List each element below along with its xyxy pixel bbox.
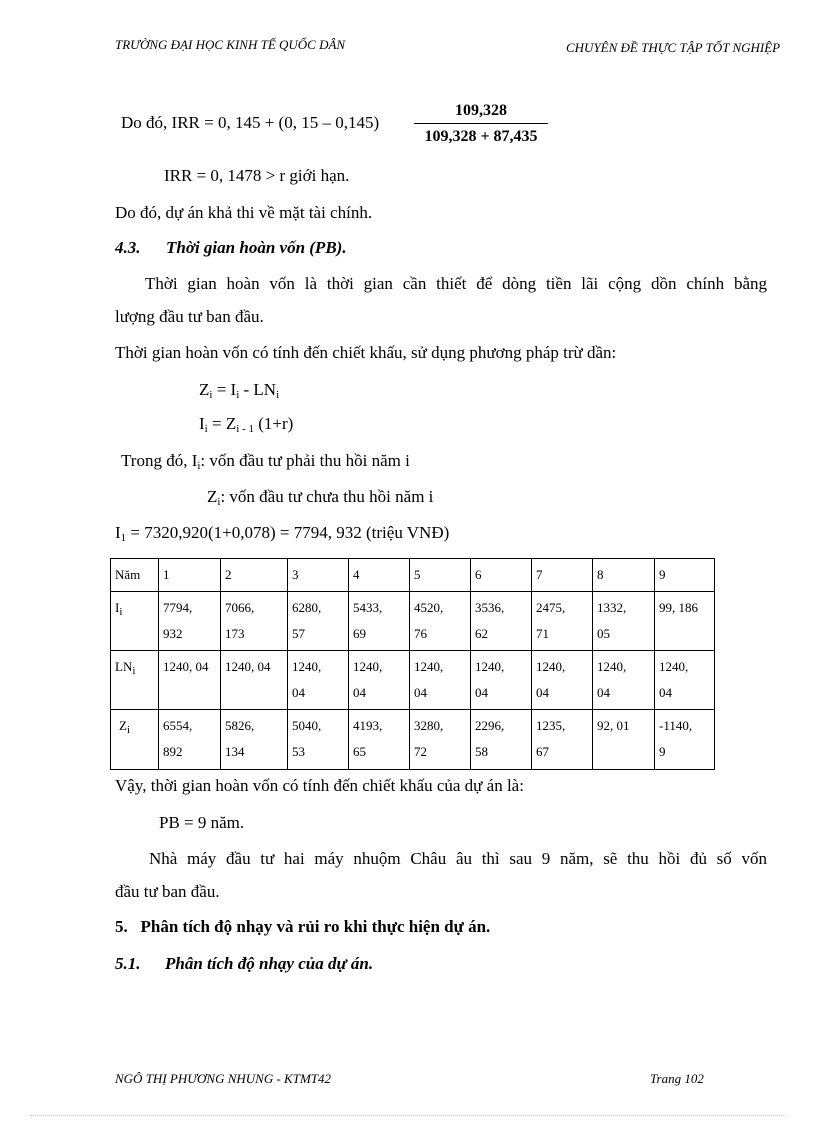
year-cell: 4 [349,559,410,592]
payback-table [110,558,715,770]
table-cell [349,710,410,770]
formula-text: = I [212,380,237,399]
cell-line: 173 [225,626,245,641]
cell-line: 4193, [353,718,383,733]
pb-result: PB = 9 năm. [159,813,245,832]
footer-left: NGÔ THỊ PHƯƠNG NHUNG - KTMT42 [115,1071,332,1086]
irr-formula: Do đó, IRR = 0, 145 + (0, 15 – 0,145) [121,113,380,132]
cell-line: 1332, [597,600,627,615]
row-label: LN [115,659,133,674]
cell-line: 1240, [659,659,689,674]
section-5-1-title: Phân tích độ nhạy của dự án. [165,954,374,973]
cell-line: 6280, [292,600,322,615]
row-label-cell [111,592,159,651]
formula-text: = 7320,920(1+0,078) = 7794, 932 (triệu VNĐ) [126,523,450,542]
z-definition [207,487,433,507]
year-cell: 1 [159,559,221,592]
cell-line: 932 [163,626,183,641]
cell-line: 57 [292,626,305,641]
formula-text: (1+r) [253,414,294,433]
table-cell [349,651,410,710]
row-label: Z [119,718,127,733]
conclusion: Do đó, dự án khả thi về mặt tài chính. [115,203,373,222]
where-line [121,451,410,471]
cell-line: 5433, [353,600,383,615]
cell-line: 72 [414,744,427,759]
table-cell [410,651,471,710]
table-cell [288,651,349,710]
subscript: i [217,496,221,508]
row-label-cell [111,651,159,710]
table-cell [288,592,349,651]
cell-line: 9 [659,744,666,759]
paragraph-line: lượng đầu tư ban đầu. [115,307,264,326]
cell-line: 67 [536,744,549,759]
cell-line: 04 [353,685,366,700]
table-cell [655,592,715,651]
page-divider [30,1115,786,1116]
table-cell [471,651,532,710]
cell-line: 69 [353,626,366,641]
cell-line: 76 [414,626,427,641]
cell-line: 3536, [475,600,505,615]
table-cell [288,710,349,770]
table-cell [159,710,221,770]
table-body [111,559,715,770]
cell-line: 5826, [225,718,255,733]
table-cell [410,592,471,651]
formula-text: : vốn đầu tư phải thu hồi năm i [200,451,410,470]
subscript: i [132,665,136,677]
formula-text: I [199,414,205,433]
table-cell [655,651,715,710]
formula-text: I [115,523,121,542]
cell-line: 04 [659,685,672,700]
subscript: i - 1 [236,423,254,435]
section-5-1-number: 5.1. [115,954,141,973]
table-row [111,651,715,710]
paragraph-line: Thời gian hoàn vốn là thời gian cần thiết để dòng tiền lãi cộng dồn chính bằng [145,274,767,293]
cell-line: 05 [597,626,610,641]
cell-line: 04 [536,685,549,700]
table-cell [349,592,410,651]
table-cell [159,592,221,651]
subscript: i [209,389,213,401]
cell-line: 04 [597,685,610,700]
cell-line: 04 [292,685,305,700]
irr-denominator: 109,328 + 87,435 [424,128,538,145]
table-cell [532,592,593,651]
table-cell [532,651,593,710]
row-label-cell [111,710,159,770]
i1-calculation [115,523,449,543]
cell-line: 1240, 04 [163,659,209,674]
cell-line: 7066, [225,600,255,615]
cell-line: 71 [536,626,549,641]
cell-line: 892 [163,744,183,759]
cell-line: 58 [475,744,488,759]
section-title: Thời gian hoàn vốn (PB). [166,238,347,257]
year-cell: 5 [410,559,471,592]
cell-line: 1240, [292,659,322,674]
cell-line: 1240, [414,659,444,674]
cell-line: 92, 01 [597,718,630,733]
section-5-heading: 5. Phân tích độ nhạy và rủi ro khi thực hiện dự án. [115,917,491,936]
cell-line: 6554, [163,718,193,733]
cell-line: 5040, [292,718,322,733]
formula-text: = Z [207,414,237,433]
cell-line: 1235, [536,718,566,733]
footer-right: Trang 102 [650,1071,704,1086]
paragraph-line: Nhà máy đầu tư hai máy nhuộm Châu âu thì sau 9 năm, sẽ thu hồi đủ số vốn [149,849,767,868]
paragraph-line: đầu tư ban đầu. [115,882,220,901]
subscript: i [204,423,208,435]
year-cell: 3 [288,559,349,592]
cell-line: 99, 186 [659,600,698,615]
table-cell [221,651,288,710]
cell-line: 1240, [536,659,566,674]
irr-fraction [414,100,548,148]
subscript: i [276,389,280,401]
table-cell [410,710,471,770]
cell-line: 2296, [475,718,505,733]
paragraph: Thời gian hoàn vốn có tính đến chiết khấu, sử dụng phương pháp trừ dần: [115,343,617,362]
cell-line: 1240, 04 [225,659,271,674]
formula-text: Trong đó, I [121,451,198,470]
cell-line: -1140, [659,718,693,733]
table-row [111,710,715,770]
header-left: TRƯỜNG ĐẠI HỌC KINH TẾ QUỐC DÂN [115,37,346,52]
table-cell [655,710,715,770]
cell-line: 4520, [414,600,444,615]
year-cell: 6 [471,559,532,592]
header-right: CHUYÊN ĐỀ THỰC TẬP TỐT NGHIỆP [566,40,781,55]
cell-line: 3280, [414,718,444,733]
subscript: i [126,724,131,736]
subscript: i [236,389,240,401]
cell-line: 1240, [475,659,505,674]
year-cell: 9 [655,559,715,592]
table-cell [221,592,288,651]
formula-text: - LN [239,380,277,399]
formula-text: Z [199,380,210,399]
formula-text: Z [207,487,218,506]
table-cell [593,651,655,710]
cell-line: 1240, [353,659,383,674]
year-cell: 8 [593,559,655,592]
table-cell [471,710,532,770]
table-header-cell: Năm [111,559,159,592]
table-cell [532,710,593,770]
cell-line: 2475, [536,600,566,615]
row-label: I [115,600,120,615]
table-cell [593,710,655,770]
cell-line: 134 [225,744,245,759]
irr-numerator: 109,328 [455,102,507,119]
formula-i [199,414,293,434]
subscript: i [197,460,201,472]
after-table: Vậy, thời gian hoàn vốn có tính đến chiết khấu của dự án là: [115,776,524,795]
table-row [111,592,715,651]
cell-line: 04 [414,685,427,700]
subscript: i [119,606,123,618]
fraction-bar [414,123,548,124]
table-cell [221,710,288,770]
cell-line: 65 [353,744,366,759]
table-cell [159,651,221,710]
cell-line: 1240, [597,659,627,674]
cell-line: 7794, [163,600,193,615]
irr-result: IRR = 0, 1478 > r giới hạn. [164,166,350,185]
section-number: 4.3. [115,238,141,257]
formula-text: : vốn đầu tư chưa thu hồi năm i [220,487,434,506]
cell-line: 62 [475,626,488,641]
cell-line: 04 [475,685,488,700]
table-cell [471,592,532,651]
table-header-row [111,559,715,592]
table-cell [593,592,655,651]
subscript: 1 [120,532,127,544]
cell-line: 53 [292,744,305,759]
year-cell: 7 [532,559,593,592]
formula-z [199,380,279,400]
year-cell: 2 [221,559,288,592]
